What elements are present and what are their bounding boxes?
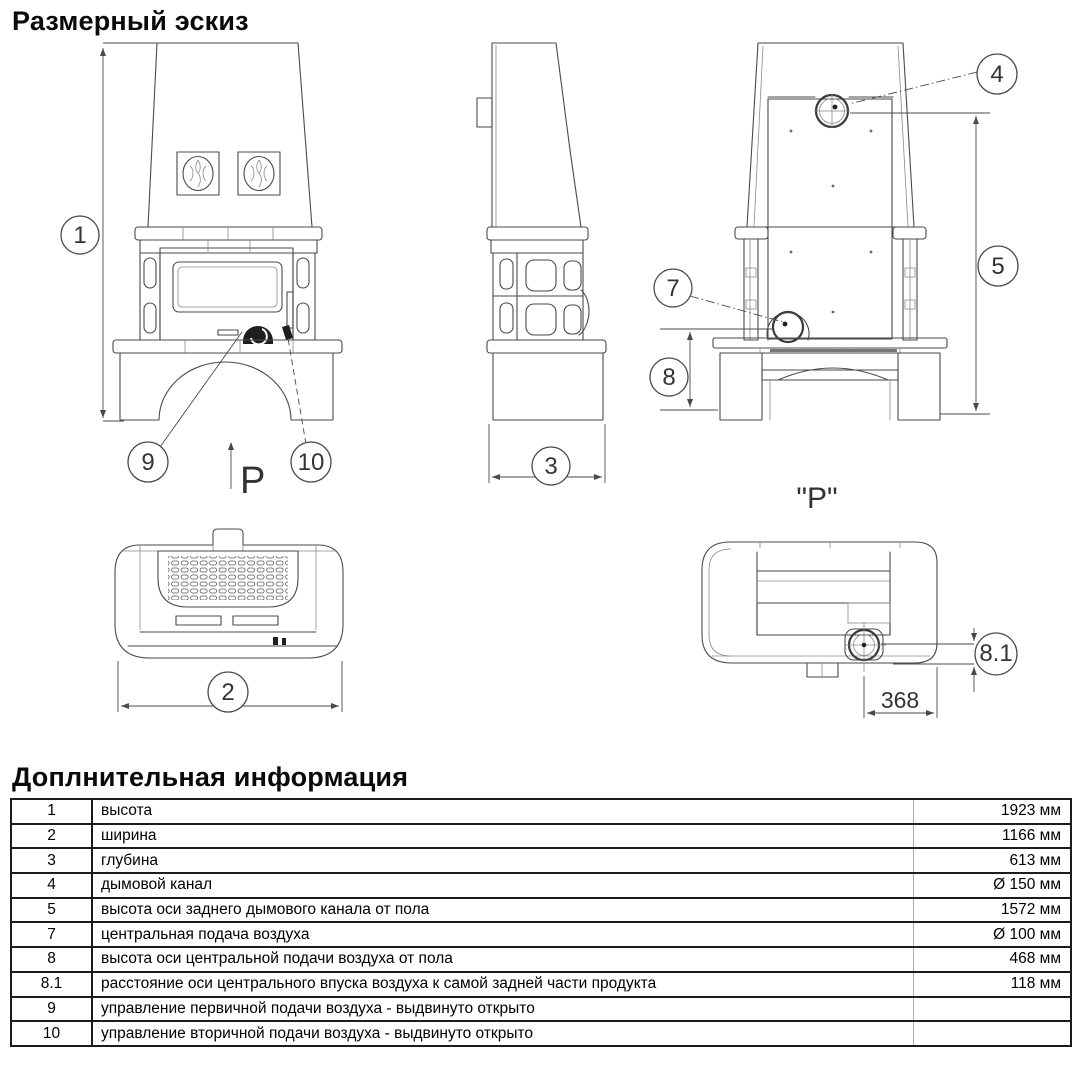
table-row — [11, 824, 1071, 849]
callout-2 — [208, 672, 248, 712]
dimension-1 — [103, 43, 160, 421]
dimensional-sketch — [0, 38, 1082, 763]
page-title: Размерный эскиз — [12, 6, 249, 36]
top-view — [115, 529, 343, 712]
callout-1 — [61, 216, 99, 254]
table-row — [11, 972, 1071, 997]
side-view — [477, 43, 606, 485]
row-num: 8 — [11, 947, 92, 972]
callout-9 — [128, 442, 168, 482]
row-value: 1923 мм — [914, 799, 1072, 824]
table-row — [11, 922, 1071, 947]
row-value — [914, 1021, 1072, 1046]
front-view — [61, 43, 342, 502]
row-desc: дымовой канал — [92, 873, 914, 898]
row-num: 2 — [11, 824, 92, 849]
dimension-368 — [864, 667, 937, 718]
row-num: 4 — [11, 873, 92, 898]
p-direction-arrow — [231, 442, 265, 502]
row-desc: расстояние оси центрального впуска воздуха к самой задней части продукта — [92, 972, 914, 997]
callout-3 — [532, 447, 570, 485]
svg-text:5: 5 — [991, 253, 1005, 280]
row-num: 3 — [11, 848, 92, 873]
bottom-view — [702, 542, 1017, 718]
row-desc: глубина — [92, 848, 914, 873]
row-desc: высота оси центральной подачи воздуха от пола — [92, 947, 914, 972]
svg-text:7: 7 — [666, 275, 680, 302]
row-num: 9 — [11, 997, 92, 1022]
dim-368-label: 368 — [880, 687, 920, 713]
p-view-label: "P" — [796, 482, 838, 515]
p-arrow-label: P — [240, 460, 266, 502]
table-row — [11, 997, 1071, 1022]
svg-text:3: 3 — [544, 453, 558, 480]
callout-4 — [977, 54, 1017, 94]
door-handle — [243, 326, 273, 344]
ornament-tile — [238, 152, 280, 195]
panel-marks — [790, 130, 873, 314]
row-value: 1572 мм — [914, 898, 1072, 923]
svg-text:2: 2 — [221, 679, 235, 706]
ornament-tile — [177, 152, 219, 195]
row-num: 5 — [11, 898, 92, 923]
callout-8-1 — [975, 633, 1017, 675]
row-desc: управление вторичной подачи воздуха - выдвинуто открыто — [92, 1021, 914, 1046]
row-value — [914, 997, 1072, 1022]
row-desc: высота — [92, 799, 914, 824]
dimension-8-1 — [881, 628, 974, 692]
row-value: 468 мм — [914, 947, 1072, 972]
info-table — [10, 798, 1072, 1047]
callout-10 — [291, 442, 331, 482]
callout-5 — [978, 246, 1018, 286]
svg-text:10: 10 — [297, 449, 325, 476]
back-view — [650, 43, 1018, 515]
svg-text:4: 4 — [990, 61, 1004, 88]
row-value: 613 мм — [914, 848, 1072, 873]
row-num: 7 — [11, 922, 92, 947]
svg-text:9: 9 — [141, 449, 155, 476]
svg-text:8: 8 — [662, 364, 676, 391]
air-control — [282, 325, 293, 340]
row-num: 10 — [11, 1021, 92, 1046]
info-section-title: Доплнительная информация — [12, 762, 409, 792]
info-table-wrap — [10, 798, 1068, 1047]
row-desc: ширина — [92, 824, 914, 849]
row-num: 1 — [11, 799, 92, 824]
top-grille — [168, 556, 288, 600]
row-value: Ø 150 мм — [914, 873, 1072, 898]
svg-text:1: 1 — [73, 222, 87, 249]
row-value: 1166 мм — [914, 824, 1072, 849]
row-desc: центральная подача воздуха — [92, 922, 914, 947]
row-num: 8.1 — [11, 972, 92, 997]
table-row — [11, 799, 1071, 824]
table-row — [11, 873, 1071, 898]
table-row — [11, 848, 1071, 873]
row-desc: высота оси заднего дымового канала от пола — [92, 898, 914, 923]
callout-7 — [654, 269, 692, 307]
callout-8 — [650, 358, 688, 396]
table-row — [11, 898, 1071, 923]
row-value: 118 мм — [914, 972, 1072, 997]
svg-text:8.1: 8.1 — [979, 640, 1013, 667]
table-row — [11, 947, 1071, 972]
row-desc: управление первичной подачи воздуха - выдвинуто открыто — [92, 997, 914, 1022]
air-inlet-plan — [845, 622, 886, 672]
dimension-5 — [850, 113, 990, 414]
row-value: Ø 100 мм — [914, 922, 1072, 947]
table-row — [11, 1021, 1071, 1046]
